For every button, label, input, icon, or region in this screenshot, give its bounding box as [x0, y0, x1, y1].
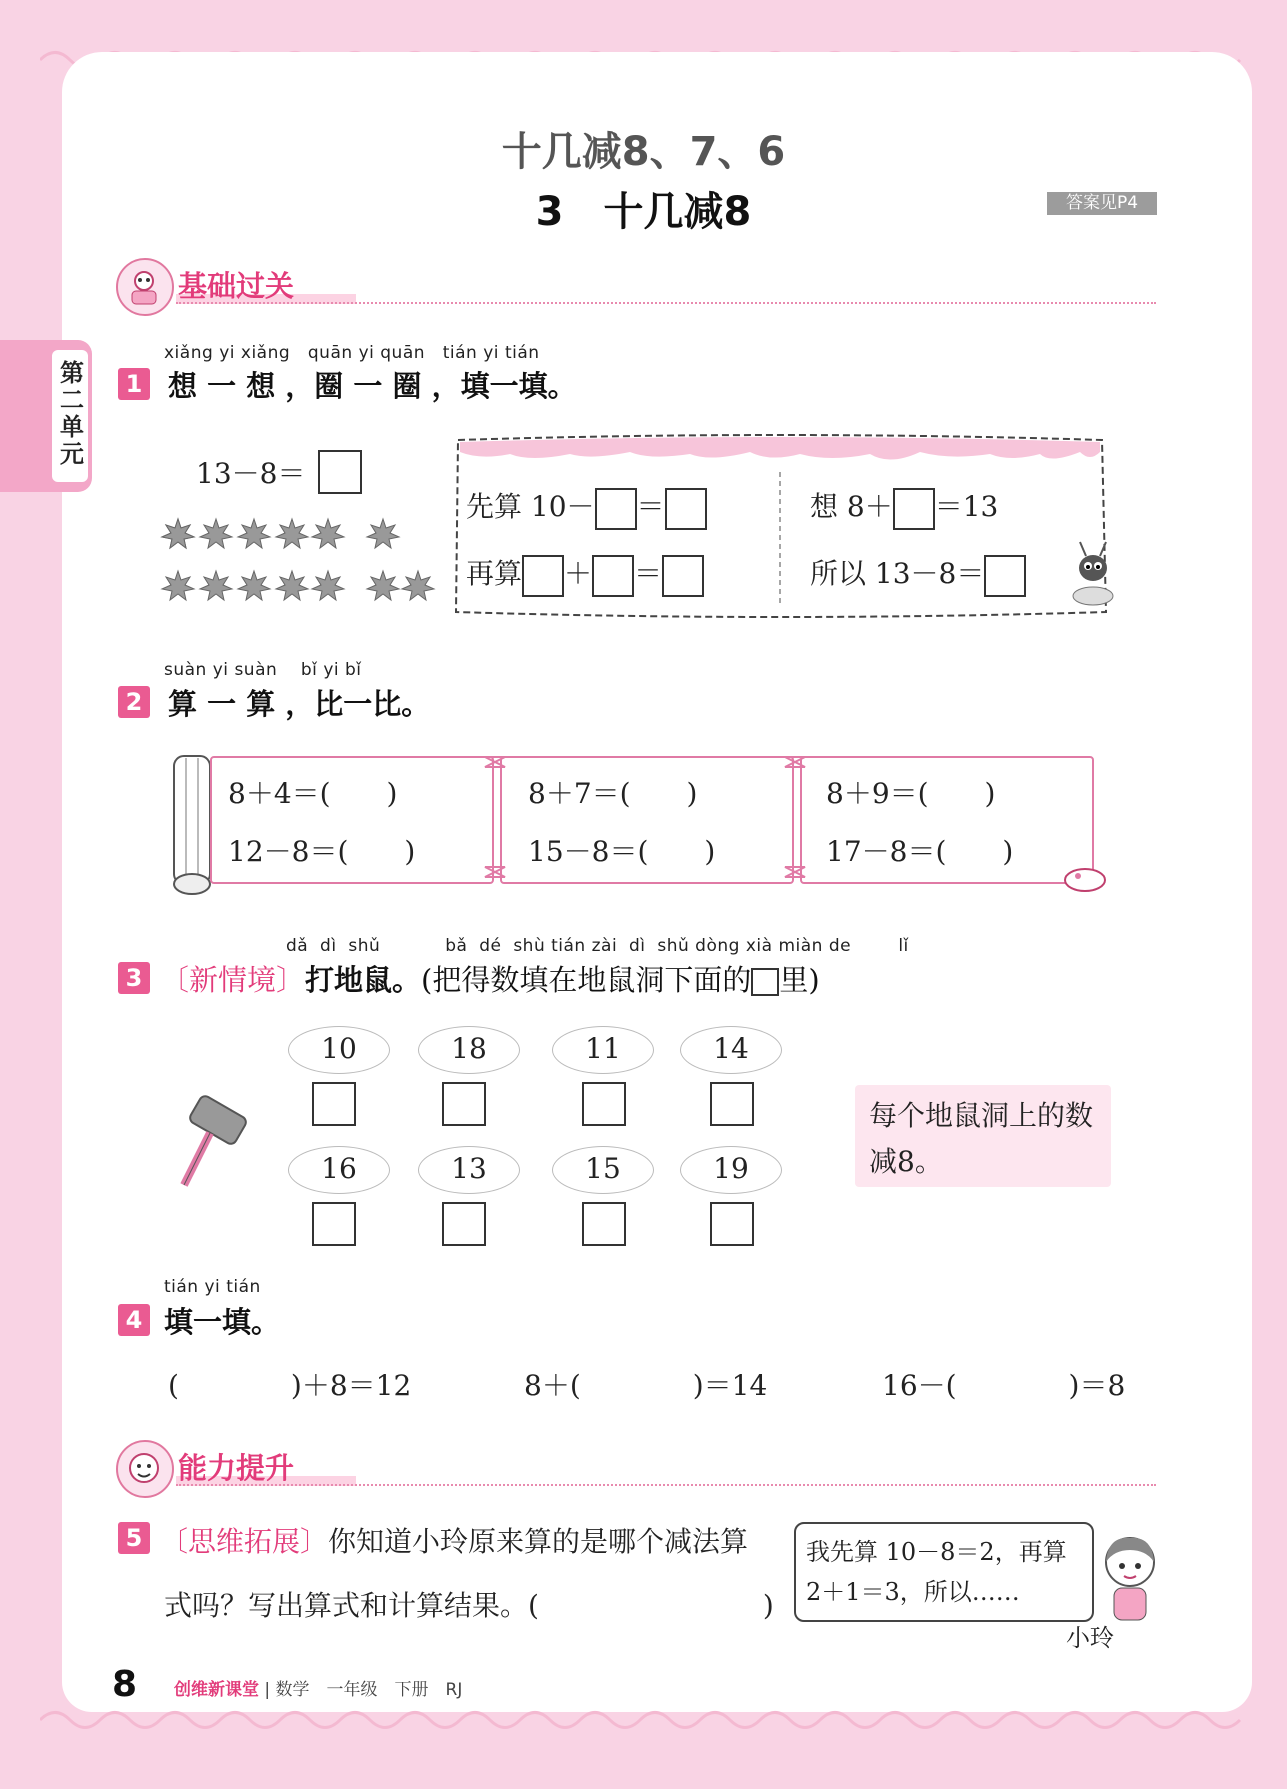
q3-answer-box[interactable] — [710, 1082, 754, 1126]
mole-hole: 10 — [288, 1026, 390, 1074]
q3-box-glyph — [751, 968, 779, 996]
question-number-2: 2 — [118, 686, 150, 718]
hammer-icon — [170, 1095, 250, 1195]
q1-step-box-3[interactable] — [522, 555, 564, 597]
mole-hole: 11 — [552, 1026, 654, 1074]
ribbon-icon — [480, 752, 510, 882]
q1-step-box-4[interactable] — [592, 555, 634, 597]
q4-item: ( )＋8＝12 — [168, 1369, 412, 1402]
q1-step-box-7[interactable] — [984, 555, 1026, 597]
mole-hole: 14 — [680, 1026, 782, 1074]
q4-item: 8＋( )＝14 — [524, 1369, 768, 1402]
q2-pinyin: suàn yi suàn bǐ yi bǐ — [164, 660, 362, 680]
q1-answer-box[interactable] — [318, 450, 362, 494]
chapter-title: 十几减8、7、6 — [501, 129, 786, 175]
question-number-5: 5 — [118, 1522, 150, 1554]
q2-instruction: 算 一 算 ，比一比。 — [168, 687, 431, 721]
teacher-icon — [116, 258, 174, 316]
q1-right-line1: 想 8＋ ＝13 — [810, 485, 998, 530]
mole-hole: 13 — [418, 1146, 520, 1194]
question-number-4: 4 — [118, 1304, 150, 1336]
question-number-3: 3 — [118, 962, 150, 994]
q3-instruction: 〔新情境〕打地鼠。(把得数填在地鼠洞下面的 里) — [160, 963, 820, 997]
q1-pinyin: xiǎng yi xiǎng quān yi quān tián yi tián — [164, 343, 540, 363]
lesson-title: 3 十几减8 — [535, 189, 752, 235]
ant-icon — [1068, 538, 1118, 610]
q3-hint-card: 每个地鼠洞上的数减8。 — [855, 1085, 1111, 1187]
q1-right-line2: 所以 13－8＝ — [810, 552, 1026, 597]
ribbon-icon — [780, 752, 810, 882]
mole-hole: 19 — [680, 1146, 782, 1194]
q2-expr: 15－8＝( ) — [528, 835, 716, 868]
q4-instruction: 填一填。 — [164, 1305, 281, 1339]
q5-line2: 式吗？写出算式和计算结果。( ) — [164, 1589, 774, 1622]
girl-name-label: 小玲 — [1066, 1624, 1114, 1652]
q1-step-box-5[interactable] — [662, 555, 704, 597]
q3-answer-box[interactable] — [582, 1082, 626, 1126]
section-header-advanced — [116, 1440, 1160, 1500]
q3-answer-box[interactable] — [582, 1202, 626, 1246]
q1-step-box-6[interactable] — [893, 488, 935, 530]
maple-leaves-group — [160, 515, 440, 607]
section-header-basic — [116, 258, 1160, 318]
section-title-advanced: 能力提升 — [178, 1451, 295, 1485]
q1-left-line1: 先算 10－ ＝ — [466, 485, 707, 530]
bottom-wave-border — [40, 1700, 1260, 1740]
q4-pinyin: tián yi tián — [164, 1277, 261, 1297]
q1-equation: 13－8＝ — [196, 457, 306, 490]
q5-line1: 〔思维拓展〕你知道小玲原来算的是哪个减法算 — [160, 1525, 749, 1558]
q3-answer-box[interactable] — [312, 1202, 356, 1246]
mole-hole: 18 — [418, 1026, 520, 1074]
q4-item: 16－( )＝8 — [882, 1369, 1126, 1402]
q1-instruction: 想 一 想 ，圈 一 圈 ，填一填。 — [168, 369, 577, 403]
q3-answer-box[interactable] — [442, 1082, 486, 1126]
q2-expr: 17－8＝( ) — [826, 835, 1014, 868]
q3-pinyin: dǎ dì shǔ bǎ dé shù tián zài dì shǔ dòng xià miàn de lǐ — [286, 936, 909, 956]
q1-step-box-2[interactable] — [665, 488, 707, 530]
answer-reference-badge: 答案见P4 — [1047, 192, 1157, 215]
q1-step-box-1[interactable] — [595, 488, 637, 530]
mole-hole: 15 — [552, 1146, 654, 1194]
q2-expr: 8＋9＝( ) — [826, 777, 996, 810]
q3-answer-box[interactable] — [442, 1202, 486, 1246]
monkey-icon — [116, 1440, 174, 1498]
q1-left-line2: 再算 ＋ ＝ — [466, 552, 704, 597]
mole-hole: 16 — [288, 1146, 390, 1194]
section-title-basic: 基础过关 — [178, 269, 295, 303]
q2-expr: 8＋7＝( ) — [528, 777, 698, 810]
question-number-1: 1 — [118, 368, 150, 400]
q3-answer-box[interactable] — [312, 1082, 356, 1126]
footer-brand: 创维新课堂 | 数学 一年级 下册 RJ — [174, 1680, 463, 1700]
page-number: 8 — [112, 1664, 138, 1705]
speech-bubble: 我先算 10－8＝2，再算 2＋1＝3，所以…… — [794, 1522, 1094, 1622]
q2-expr: 8＋4＝( ) — [228, 777, 398, 810]
slipper-icon — [1060, 860, 1110, 896]
girl-icon — [1090, 1528, 1170, 1628]
q2-expr: 12－8＝( ) — [228, 835, 416, 868]
unit-tab-label: 第二单元 — [60, 359, 84, 468]
q3-answer-box[interactable] — [710, 1202, 754, 1246]
